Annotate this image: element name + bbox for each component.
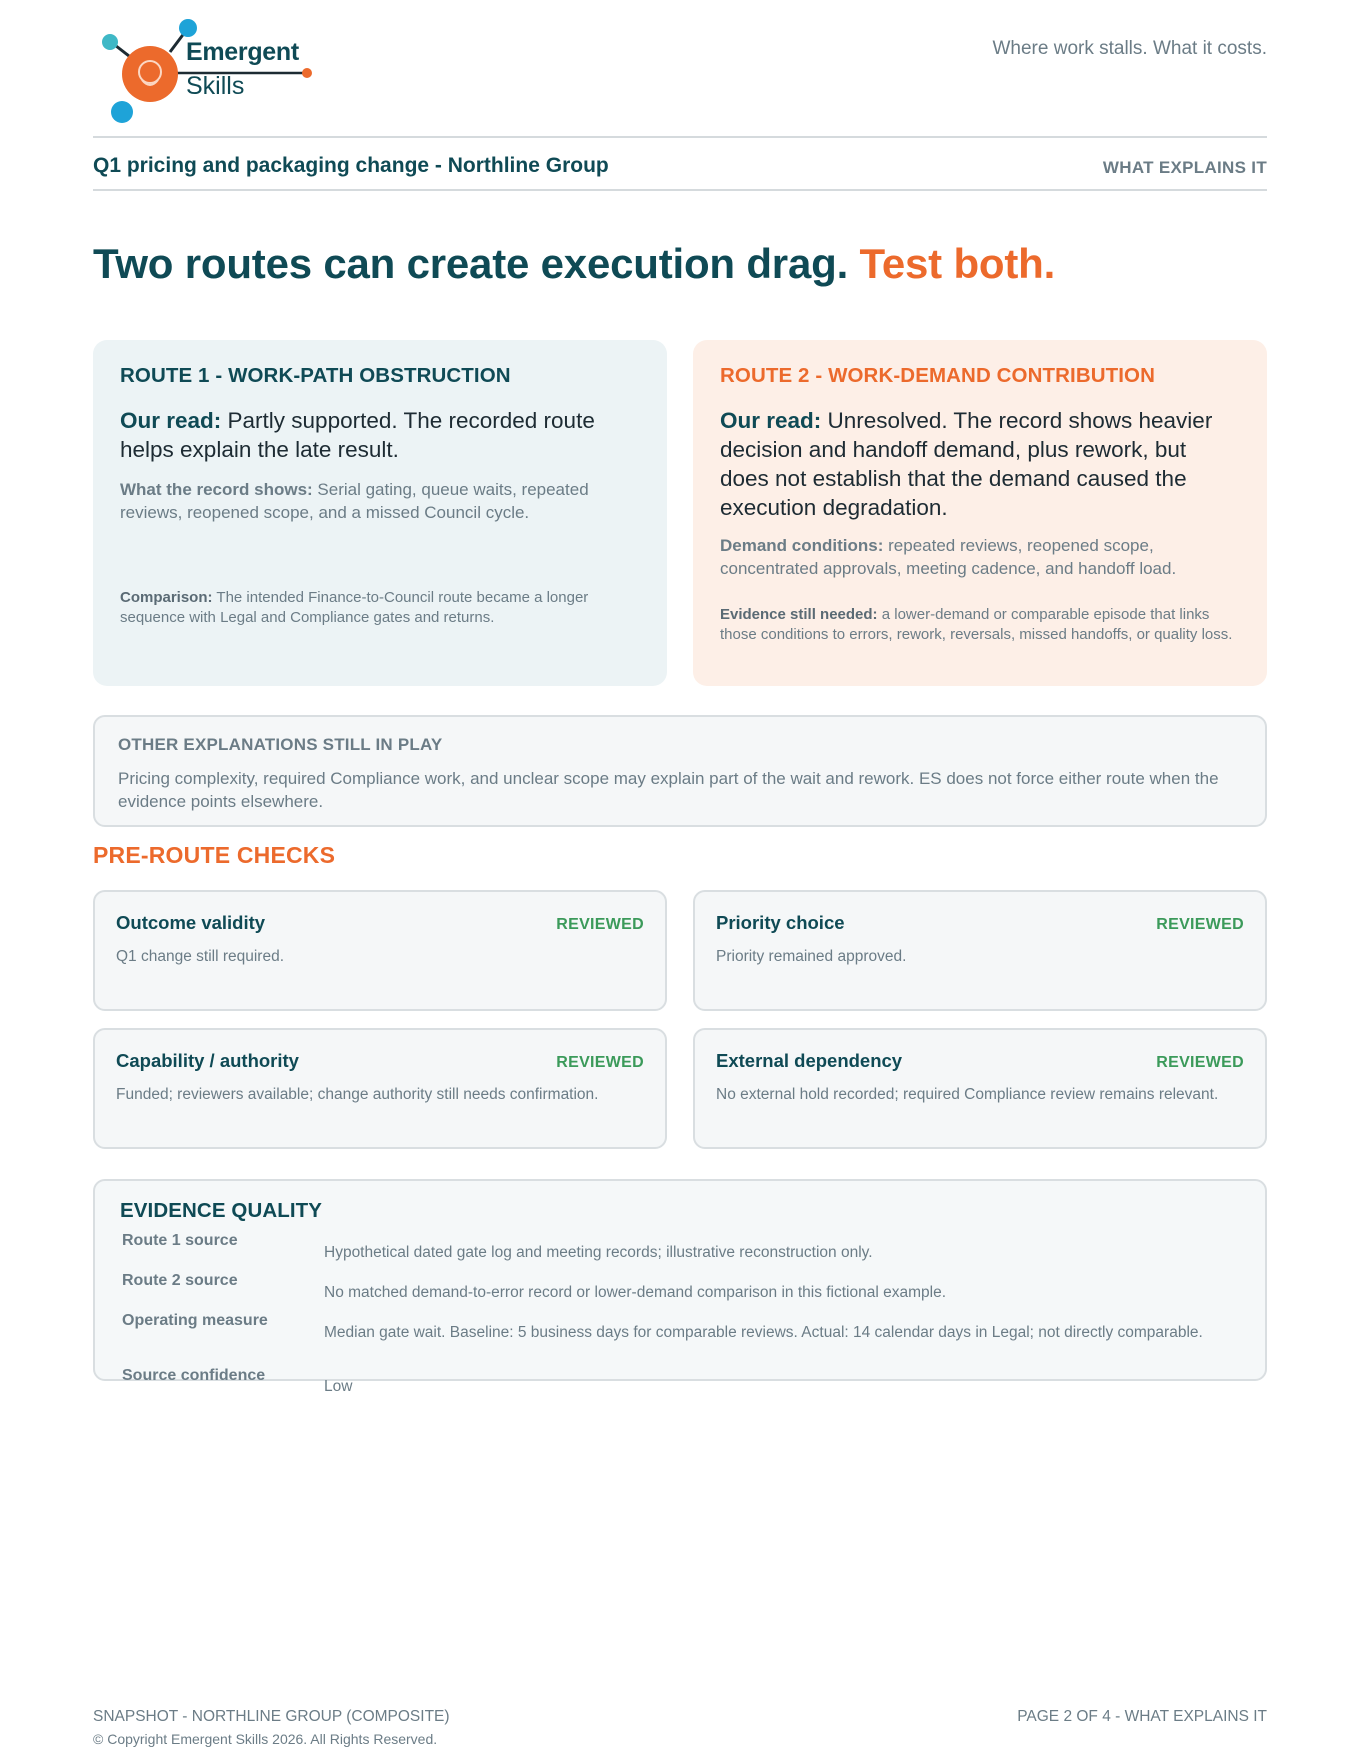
note-label: Evidence still needed: xyxy=(720,606,878,623)
header-divider-bottom xyxy=(93,189,1267,191)
logo-wordmark-primary: Emergent xyxy=(186,38,299,66)
check-status-badge: REVIEWED xyxy=(1156,916,1244,933)
route-note xyxy=(120,588,640,628)
footer-page-number: PAGE 2 OF 4 - WHAT EXPLAINS IT xyxy=(1017,1708,1267,1725)
evidence-label-route-1: Route 1 source xyxy=(122,1232,238,1249)
note-label: Comparison: xyxy=(120,589,213,606)
headline-main: Two routes can create execution drag. xyxy=(93,240,849,287)
check-card-outcome-validity xyxy=(93,890,667,1011)
header-divider-top xyxy=(93,136,1267,138)
route-title: ROUTE 1 - WORK-PATH OBSTRUCTION xyxy=(120,364,511,387)
evidence-value-route-2: No matched demand-to-error record or lower-demand comparison in this fictional example. xyxy=(324,1284,946,1301)
check-card-capability-authority xyxy=(93,1028,667,1149)
check-name: Priority choice xyxy=(716,912,845,933)
other-explanations-text: Pricing complexity, required Compliance work, and unclear scope may explain part of the wait and rework. ES does not force either route when the evidence points elsewhere. xyxy=(118,769,1219,811)
check-status-badge: REVIEWED xyxy=(1156,1054,1244,1071)
note-text: a lower-demand or comparable episode that links those conditions to errors, rework, reversals, missed handoffs, or quality loss. xyxy=(720,606,1233,643)
route-detail xyxy=(720,534,1240,580)
check-name: Outcome validity xyxy=(116,912,266,933)
brand-tagline: Where work stalls. What it costs. xyxy=(992,38,1267,59)
brand-logo xyxy=(93,16,323,128)
pre-route-checks-title: PRE-ROUTE CHECKS xyxy=(93,842,336,868)
read-label: Our read: xyxy=(120,408,222,433)
check-status-badge: REVIEWED xyxy=(556,916,644,933)
note-text: The intended Finance-to-Council route became a longer sequence with Legal and Compliance gates and returns. xyxy=(120,589,589,626)
section-label: WHAT EXPLAINS IT xyxy=(1102,158,1267,177)
page-headline xyxy=(93,240,1055,288)
route-title: ROUTE 2 - WORK-DEMAND CONTRIBUTION xyxy=(720,364,1156,387)
check-card-priority-choice xyxy=(693,890,1267,1011)
project-title: Q1 pricing and packaging change - Northline Group xyxy=(93,154,609,177)
read-label: Our read: xyxy=(720,408,822,433)
report-page xyxy=(93,0,1267,1760)
route-1-card xyxy=(93,340,667,686)
route-read xyxy=(120,406,640,464)
footer-copyright: © Copyright Emergent Skills 2026. All Rights Reserved. xyxy=(93,1731,438,1747)
check-description: Funded; reviewers available; change authority still needs confirmation. xyxy=(116,1086,599,1103)
check-name: External dependency xyxy=(716,1050,903,1071)
other-explanations-panel xyxy=(93,715,1267,827)
check-name: Capability / authority xyxy=(116,1050,299,1071)
evidence-label-source-confidence: Source confidence xyxy=(122,1367,266,1384)
check-description: No external hold recorded; required Compliance review remains relevant. xyxy=(716,1086,1219,1103)
route-note xyxy=(720,605,1240,645)
evidence-value-operating-measure: Median gate wait. Baseline: 5 business days for comparable reviews. Actual: 14 calendar days in Legal; not directly comparable. xyxy=(324,1324,1203,1341)
route-read xyxy=(720,406,1240,522)
detail-label: What the record shows: xyxy=(120,480,313,499)
detail-label: Demand conditions: xyxy=(720,536,884,555)
check-description: Priority remained approved. xyxy=(716,948,907,965)
detail-text: Serial gating, queue waits, repeated reviews, reopened scope, and a missed Council cycle. xyxy=(120,480,589,522)
evidence-quality-title: EVIDENCE QUALITY xyxy=(120,1199,323,1222)
check-description: Q1 change still required. xyxy=(116,948,285,965)
other-explanations-title: OTHER EXPLANATIONS STILL IN PLAY xyxy=(118,735,443,754)
footer-snapshot-label: SNAPSHOT - NORTHLINE GROUP (COMPOSITE) xyxy=(93,1708,450,1725)
check-card-external-dependency xyxy=(693,1028,1267,1149)
logo-wordmark-secondary: Skills xyxy=(186,72,245,100)
route-detail xyxy=(120,478,640,524)
check-status-badge: REVIEWED xyxy=(556,1054,644,1071)
evidence-value-route-1: Hypothetical dated gate log and meeting records; illustrative reconstruction only. xyxy=(324,1244,873,1261)
read-text: Unresolved. The record shows heavier decision and handoff demand, plus rework, but does not establish that the demand caused the execution degradation. xyxy=(720,408,1213,520)
evidence-quality-panel xyxy=(93,1179,1267,1395)
evidence-label-route-2: Route 2 source xyxy=(122,1272,238,1289)
detail-text: repeated reviews, reopened scope, concentrated approvals, meeting cadence, and handoff load. xyxy=(720,536,1177,578)
read-text: Partly supported. The recorded route helps explain the late result. xyxy=(120,408,595,462)
headline-accent: Test both. xyxy=(859,240,1056,287)
route-2-card xyxy=(693,340,1267,686)
evidence-label-operating-measure: Operating measure xyxy=(122,1312,268,1329)
evidence-value-source-confidence: Low xyxy=(324,1378,353,1395)
